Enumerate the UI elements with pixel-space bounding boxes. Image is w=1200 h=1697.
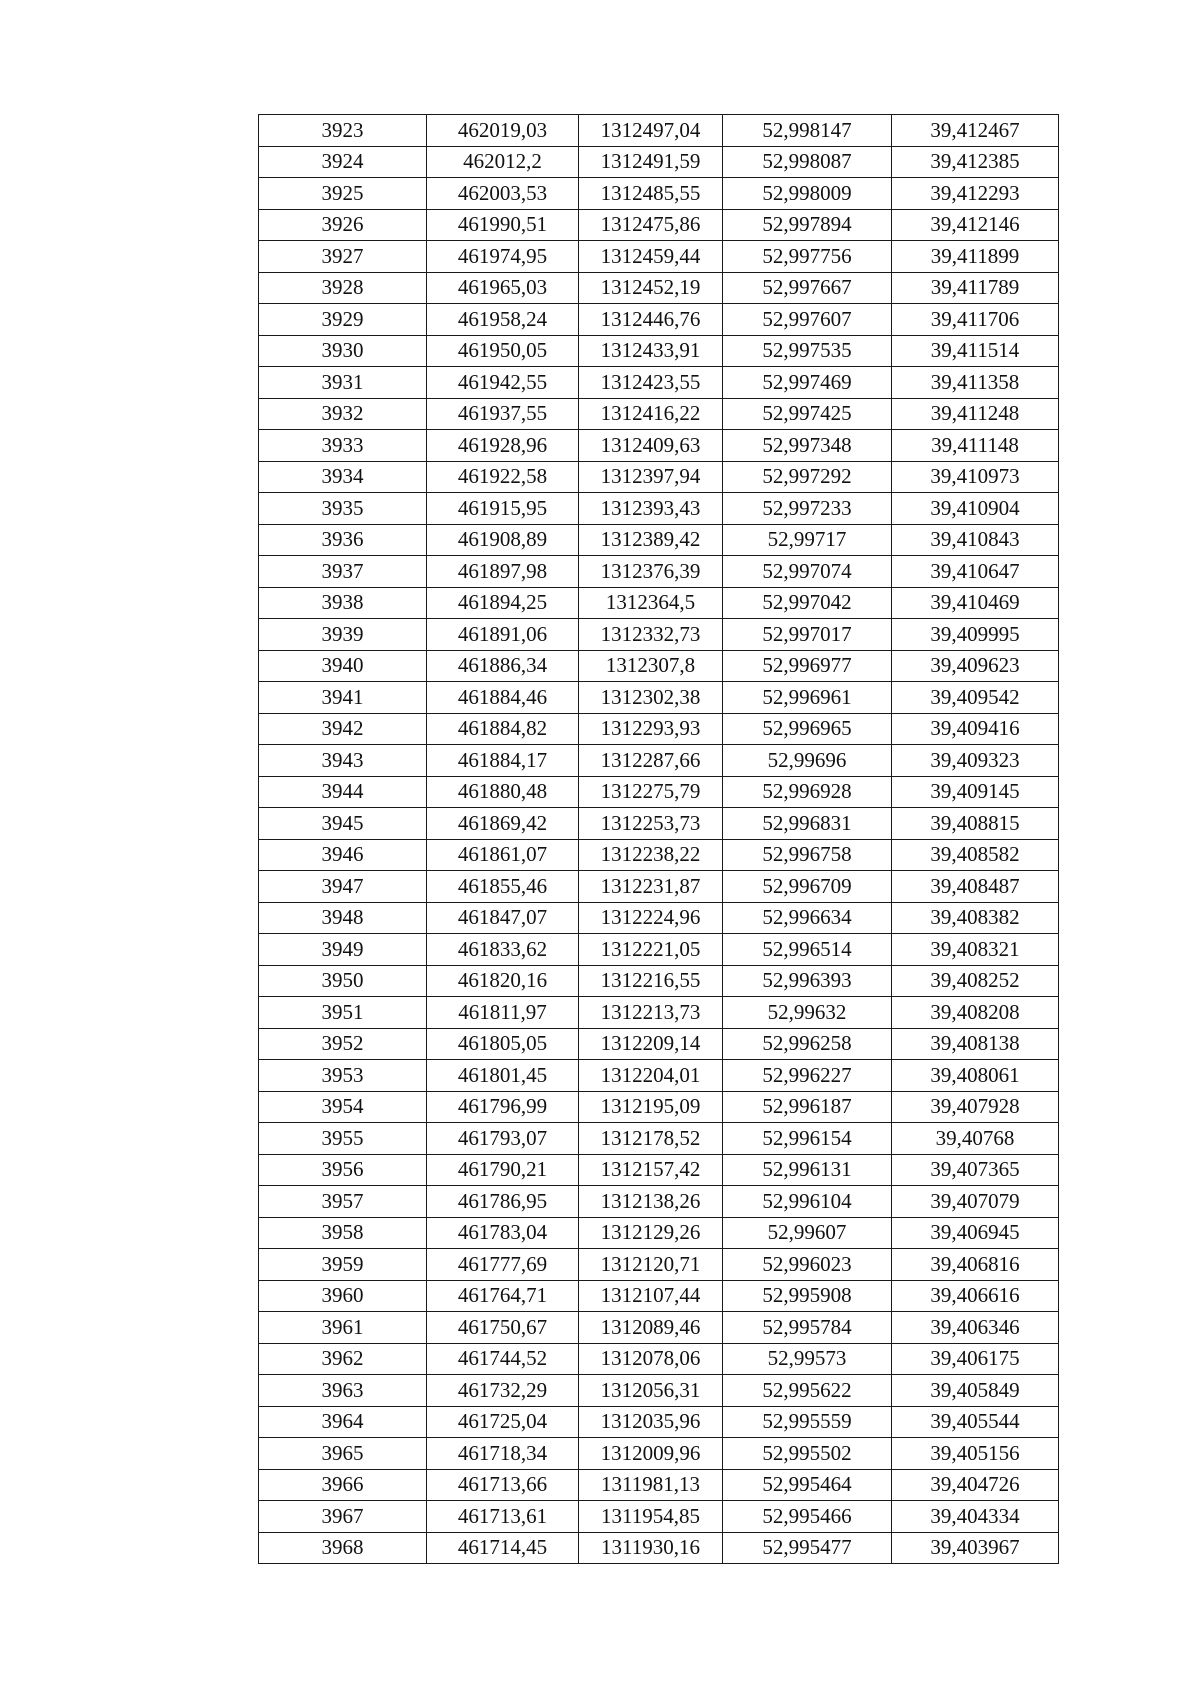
x-coordinate-cell: 461783,04 — [427, 1217, 579, 1249]
longitude-cell: 39,411358 — [892, 367, 1059, 399]
longitude-cell: 39,403967 — [892, 1532, 1059, 1564]
longitude-cell: 39,405544 — [892, 1406, 1059, 1438]
y-coordinate-cell: 1312224,96 — [579, 902, 723, 934]
table-row — [259, 241, 1059, 273]
x-coordinate-cell: 461928,96 — [427, 430, 579, 462]
table-row — [259, 1343, 1059, 1375]
latitude-cell: 52,996104 — [723, 1186, 892, 1218]
longitude-cell: 39,409416 — [892, 713, 1059, 745]
latitude-cell: 52,996154 — [723, 1123, 892, 1155]
y-coordinate-cell: 1312213,73 — [579, 997, 723, 1029]
y-coordinate-cell: 1312409,63 — [579, 430, 723, 462]
longitude-cell: 39,405156 — [892, 1438, 1059, 1470]
longitude-cell: 39,411148 — [892, 430, 1059, 462]
longitude-cell: 39,411706 — [892, 304, 1059, 336]
table-row — [259, 430, 1059, 462]
longitude-cell: 39,412293 — [892, 178, 1059, 210]
x-coordinate-cell: 461718,34 — [427, 1438, 579, 1470]
point-number-cell: 3949 — [259, 934, 427, 966]
point-number-cell: 3925 — [259, 178, 427, 210]
latitude-cell: 52,99717 — [723, 524, 892, 556]
point-number-cell: 3924 — [259, 146, 427, 178]
longitude-cell: 39,410904 — [892, 493, 1059, 525]
x-coordinate-cell: 461725,04 — [427, 1406, 579, 1438]
point-number-cell: 3953 — [259, 1060, 427, 1092]
table-row — [259, 335, 1059, 367]
point-number-cell: 3964 — [259, 1406, 427, 1438]
latitude-cell: 52,99632 — [723, 997, 892, 1029]
latitude-cell: 52,996965 — [723, 713, 892, 745]
x-coordinate-cell: 461714,45 — [427, 1532, 579, 1564]
latitude-cell: 52,996131 — [723, 1154, 892, 1186]
point-number-cell: 3954 — [259, 1091, 427, 1123]
table-row — [259, 1532, 1059, 1564]
point-number-cell: 3957 — [259, 1186, 427, 1218]
y-coordinate-cell: 1312056,31 — [579, 1375, 723, 1407]
x-coordinate-cell: 461915,95 — [427, 493, 579, 525]
table-row — [259, 1123, 1059, 1155]
latitude-cell: 52,997756 — [723, 241, 892, 273]
latitude-cell: 52,998087 — [723, 146, 892, 178]
latitude-cell: 52,997667 — [723, 272, 892, 304]
x-coordinate-cell: 461811,97 — [427, 997, 579, 1029]
y-coordinate-cell: 1312393,43 — [579, 493, 723, 525]
y-coordinate-cell: 1312332,73 — [579, 619, 723, 651]
longitude-cell: 39,408208 — [892, 997, 1059, 1029]
y-coordinate-cell: 1312238,22 — [579, 839, 723, 871]
latitude-cell: 52,997233 — [723, 493, 892, 525]
x-coordinate-cell: 461880,48 — [427, 776, 579, 808]
x-coordinate-cell: 461820,16 — [427, 965, 579, 997]
latitude-cell: 52,997469 — [723, 367, 892, 399]
point-number-cell: 3968 — [259, 1532, 427, 1564]
x-coordinate-cell: 461786,95 — [427, 1186, 579, 1218]
point-number-cell: 3958 — [259, 1217, 427, 1249]
table-row — [259, 713, 1059, 745]
y-coordinate-cell: 1312138,26 — [579, 1186, 723, 1218]
longitude-cell: 39,408582 — [892, 839, 1059, 871]
table-row — [259, 209, 1059, 241]
point-number-cell: 3960 — [259, 1280, 427, 1312]
table-row — [259, 776, 1059, 808]
y-coordinate-cell: 1312275,79 — [579, 776, 723, 808]
y-coordinate-cell: 1312475,86 — [579, 209, 723, 241]
table-row — [259, 367, 1059, 399]
latitude-cell: 52,996258 — [723, 1028, 892, 1060]
y-coordinate-cell: 1312302,38 — [579, 682, 723, 714]
latitude-cell: 52,995908 — [723, 1280, 892, 1312]
latitude-cell: 52,99573 — [723, 1343, 892, 1375]
x-coordinate-cell: 461958,24 — [427, 304, 579, 336]
x-coordinate-cell: 461764,71 — [427, 1280, 579, 1312]
y-coordinate-cell: 1312107,44 — [579, 1280, 723, 1312]
point-number-cell: 3923 — [259, 115, 427, 147]
x-coordinate-cell: 461897,98 — [427, 556, 579, 588]
latitude-cell: 52,997425 — [723, 398, 892, 430]
longitude-cell: 39,408321 — [892, 934, 1059, 966]
longitude-cell: 39,412146 — [892, 209, 1059, 241]
latitude-cell: 52,997607 — [723, 304, 892, 336]
coordinates-table-body — [259, 115, 1059, 1564]
table-row — [259, 839, 1059, 871]
latitude-cell: 52,995502 — [723, 1438, 892, 1470]
longitude-cell: 39,408138 — [892, 1028, 1059, 1060]
longitude-cell: 39,409623 — [892, 650, 1059, 682]
latitude-cell: 52,99607 — [723, 1217, 892, 1249]
y-coordinate-cell: 1312452,19 — [579, 272, 723, 304]
point-number-cell: 3930 — [259, 335, 427, 367]
y-coordinate-cell: 1312485,55 — [579, 178, 723, 210]
longitude-cell: 39,407079 — [892, 1186, 1059, 1218]
longitude-cell: 39,411789 — [892, 272, 1059, 304]
point-number-cell: 3937 — [259, 556, 427, 588]
table-row — [259, 524, 1059, 556]
table-row — [259, 272, 1059, 304]
y-coordinate-cell: 1312221,05 — [579, 934, 723, 966]
point-number-cell: 3959 — [259, 1249, 427, 1281]
latitude-cell: 52,996187 — [723, 1091, 892, 1123]
latitude-cell: 52,997042 — [723, 587, 892, 619]
table-row — [259, 587, 1059, 619]
longitude-cell: 39,410647 — [892, 556, 1059, 588]
longitude-cell: 39,406816 — [892, 1249, 1059, 1281]
latitude-cell: 52,997074 — [723, 556, 892, 588]
longitude-cell: 39,410843 — [892, 524, 1059, 556]
latitude-cell: 52,997348 — [723, 430, 892, 462]
table-row — [259, 1186, 1059, 1218]
point-number-cell: 3928 — [259, 272, 427, 304]
longitude-cell: 39,405849 — [892, 1375, 1059, 1407]
longitude-cell: 39,411899 — [892, 241, 1059, 273]
y-coordinate-cell: 1311930,16 — [579, 1532, 723, 1564]
table-row — [259, 115, 1059, 147]
x-coordinate-cell: 461950,05 — [427, 335, 579, 367]
longitude-cell: 39,408252 — [892, 965, 1059, 997]
point-number-cell: 3939 — [259, 619, 427, 651]
point-number-cell: 3940 — [259, 650, 427, 682]
x-coordinate-cell: 461796,99 — [427, 1091, 579, 1123]
y-coordinate-cell: 1312293,93 — [579, 713, 723, 745]
y-coordinate-cell: 1312204,01 — [579, 1060, 723, 1092]
point-number-cell: 3933 — [259, 430, 427, 462]
x-coordinate-cell: 461805,05 — [427, 1028, 579, 1060]
x-coordinate-cell: 461937,55 — [427, 398, 579, 430]
x-coordinate-cell: 461894,25 — [427, 587, 579, 619]
latitude-cell: 52,995466 — [723, 1501, 892, 1533]
latitude-cell: 52,997535 — [723, 335, 892, 367]
y-coordinate-cell: 1312433,91 — [579, 335, 723, 367]
x-coordinate-cell: 462003,53 — [427, 178, 579, 210]
point-number-cell: 3962 — [259, 1343, 427, 1375]
table-row — [259, 493, 1059, 525]
latitude-cell: 52,99696 — [723, 745, 892, 777]
latitude-cell: 52,996709 — [723, 871, 892, 903]
point-number-cell: 3946 — [259, 839, 427, 871]
table-row — [259, 997, 1059, 1029]
y-coordinate-cell: 1312253,73 — [579, 808, 723, 840]
point-number-cell: 3963 — [259, 1375, 427, 1407]
y-coordinate-cell: 1312231,87 — [579, 871, 723, 903]
y-coordinate-cell: 1312459,44 — [579, 241, 723, 273]
y-coordinate-cell: 1312307,8 — [579, 650, 723, 682]
coordinates-table — [258, 114, 1059, 1564]
y-coordinate-cell: 1312209,14 — [579, 1028, 723, 1060]
latitude-cell: 52,996514 — [723, 934, 892, 966]
longitude-cell: 39,40768 — [892, 1123, 1059, 1155]
point-number-cell: 3929 — [259, 304, 427, 336]
y-coordinate-cell: 1312009,96 — [579, 1438, 723, 1470]
latitude-cell: 52,996634 — [723, 902, 892, 934]
longitude-cell: 39,408815 — [892, 808, 1059, 840]
x-coordinate-cell: 461790,21 — [427, 1154, 579, 1186]
longitude-cell: 39,412467 — [892, 115, 1059, 147]
x-coordinate-cell: 461884,46 — [427, 682, 579, 714]
point-number-cell: 3952 — [259, 1028, 427, 1060]
x-coordinate-cell: 461922,58 — [427, 461, 579, 493]
table-row — [259, 1280, 1059, 1312]
y-coordinate-cell: 1312178,52 — [579, 1123, 723, 1155]
longitude-cell: 39,409323 — [892, 745, 1059, 777]
latitude-cell: 52,995559 — [723, 1406, 892, 1438]
table-row — [259, 1406, 1059, 1438]
longitude-cell: 39,404726 — [892, 1469, 1059, 1501]
latitude-cell: 52,996961 — [723, 682, 892, 714]
table-row — [259, 808, 1059, 840]
table-row — [259, 1154, 1059, 1186]
y-coordinate-cell: 1312416,22 — [579, 398, 723, 430]
latitude-cell: 52,996023 — [723, 1249, 892, 1281]
y-coordinate-cell: 1312423,55 — [579, 367, 723, 399]
x-coordinate-cell: 461908,89 — [427, 524, 579, 556]
table-row — [259, 934, 1059, 966]
x-coordinate-cell: 461801,45 — [427, 1060, 579, 1092]
table-row — [259, 1312, 1059, 1344]
latitude-cell: 52,997017 — [723, 619, 892, 651]
x-coordinate-cell: 461990,51 — [427, 209, 579, 241]
point-number-cell: 3948 — [259, 902, 427, 934]
latitude-cell: 52,995784 — [723, 1312, 892, 1344]
table-row — [259, 619, 1059, 651]
point-number-cell: 3943 — [259, 745, 427, 777]
latitude-cell: 52,995622 — [723, 1375, 892, 1407]
y-coordinate-cell: 1312364,5 — [579, 587, 723, 619]
point-number-cell: 3942 — [259, 713, 427, 745]
point-number-cell: 3955 — [259, 1123, 427, 1155]
x-coordinate-cell: 461713,66 — [427, 1469, 579, 1501]
y-coordinate-cell: 1312089,46 — [579, 1312, 723, 1344]
longitude-cell: 39,408382 — [892, 902, 1059, 934]
y-coordinate-cell: 1311954,85 — [579, 1501, 723, 1533]
table-row — [259, 682, 1059, 714]
longitude-cell: 39,407928 — [892, 1091, 1059, 1123]
x-coordinate-cell: 461965,03 — [427, 272, 579, 304]
point-number-cell: 3967 — [259, 1501, 427, 1533]
longitude-cell: 39,404334 — [892, 1501, 1059, 1533]
x-coordinate-cell: 461861,07 — [427, 839, 579, 871]
longitude-cell: 39,406616 — [892, 1280, 1059, 1312]
longitude-cell: 39,409542 — [892, 682, 1059, 714]
latitude-cell: 52,996928 — [723, 776, 892, 808]
table-row — [259, 902, 1059, 934]
point-number-cell: 3938 — [259, 587, 427, 619]
x-coordinate-cell: 461886,34 — [427, 650, 579, 682]
point-number-cell: 3951 — [259, 997, 427, 1029]
x-coordinate-cell: 462019,03 — [427, 115, 579, 147]
table-row — [259, 871, 1059, 903]
x-coordinate-cell: 461891,06 — [427, 619, 579, 651]
x-coordinate-cell: 461833,62 — [427, 934, 579, 966]
y-coordinate-cell: 1312491,59 — [579, 146, 723, 178]
y-coordinate-cell: 1312287,66 — [579, 745, 723, 777]
y-coordinate-cell: 1312129,26 — [579, 1217, 723, 1249]
longitude-cell: 39,408487 — [892, 871, 1059, 903]
latitude-cell: 52,996831 — [723, 808, 892, 840]
table-row — [259, 1501, 1059, 1533]
table-row — [259, 146, 1059, 178]
table-row — [259, 461, 1059, 493]
table-row — [259, 398, 1059, 430]
point-number-cell: 3936 — [259, 524, 427, 556]
x-coordinate-cell: 462012,2 — [427, 146, 579, 178]
x-coordinate-cell: 461732,29 — [427, 1375, 579, 1407]
y-coordinate-cell: 1312446,76 — [579, 304, 723, 336]
table-row — [259, 1028, 1059, 1060]
y-coordinate-cell: 1312389,42 — [579, 524, 723, 556]
latitude-cell: 52,995464 — [723, 1469, 892, 1501]
y-coordinate-cell: 1312497,04 — [579, 115, 723, 147]
y-coordinate-cell: 1312195,09 — [579, 1091, 723, 1123]
y-coordinate-cell: 1312216,55 — [579, 965, 723, 997]
x-coordinate-cell: 461884,82 — [427, 713, 579, 745]
table-row — [259, 1249, 1059, 1281]
latitude-cell: 52,996227 — [723, 1060, 892, 1092]
x-coordinate-cell: 461750,67 — [427, 1312, 579, 1344]
point-number-cell: 3934 — [259, 461, 427, 493]
point-number-cell: 3956 — [259, 1154, 427, 1186]
longitude-cell: 39,406346 — [892, 1312, 1059, 1344]
point-number-cell: 3966 — [259, 1469, 427, 1501]
table-row — [259, 1217, 1059, 1249]
table-row — [259, 1060, 1059, 1092]
longitude-cell: 39,410469 — [892, 587, 1059, 619]
latitude-cell: 52,998147 — [723, 115, 892, 147]
x-coordinate-cell: 461974,95 — [427, 241, 579, 273]
table-row — [259, 1375, 1059, 1407]
table-row — [259, 304, 1059, 336]
point-number-cell: 3932 — [259, 398, 427, 430]
latitude-cell: 52,996977 — [723, 650, 892, 682]
x-coordinate-cell: 461793,07 — [427, 1123, 579, 1155]
longitude-cell: 39,407365 — [892, 1154, 1059, 1186]
longitude-cell: 39,406945 — [892, 1217, 1059, 1249]
x-coordinate-cell: 461713,61 — [427, 1501, 579, 1533]
point-number-cell: 3926 — [259, 209, 427, 241]
point-number-cell: 3945 — [259, 808, 427, 840]
table-row — [259, 1438, 1059, 1470]
point-number-cell: 3944 — [259, 776, 427, 808]
latitude-cell: 52,998009 — [723, 178, 892, 210]
longitude-cell: 39,409995 — [892, 619, 1059, 651]
longitude-cell: 39,410973 — [892, 461, 1059, 493]
point-number-cell: 3965 — [259, 1438, 427, 1470]
latitude-cell: 52,997894 — [723, 209, 892, 241]
point-number-cell: 3941 — [259, 682, 427, 714]
y-coordinate-cell: 1312120,71 — [579, 1249, 723, 1281]
table-row — [259, 178, 1059, 210]
latitude-cell: 52,996758 — [723, 839, 892, 871]
x-coordinate-cell: 461744,52 — [427, 1343, 579, 1375]
table-row — [259, 1469, 1059, 1501]
table-row — [259, 556, 1059, 588]
x-coordinate-cell: 461847,07 — [427, 902, 579, 934]
longitude-cell: 39,406175 — [892, 1343, 1059, 1375]
longitude-cell: 39,408061 — [892, 1060, 1059, 1092]
table-row — [259, 745, 1059, 777]
longitude-cell: 39,412385 — [892, 146, 1059, 178]
y-coordinate-cell: 1312397,94 — [579, 461, 723, 493]
point-number-cell: 3947 — [259, 871, 427, 903]
longitude-cell: 39,411248 — [892, 398, 1059, 430]
point-number-cell: 3961 — [259, 1312, 427, 1344]
x-coordinate-cell: 461884,17 — [427, 745, 579, 777]
table-row — [259, 650, 1059, 682]
x-coordinate-cell: 461855,46 — [427, 871, 579, 903]
longitude-cell: 39,409145 — [892, 776, 1059, 808]
x-coordinate-cell: 461777,69 — [427, 1249, 579, 1281]
table-row — [259, 1091, 1059, 1123]
x-coordinate-cell: 461942,55 — [427, 367, 579, 399]
latitude-cell: 52,996393 — [723, 965, 892, 997]
latitude-cell: 52,997292 — [723, 461, 892, 493]
latitude-cell: 52,995477 — [723, 1532, 892, 1564]
table-row — [259, 965, 1059, 997]
y-coordinate-cell: 1312157,42 — [579, 1154, 723, 1186]
point-number-cell: 3950 — [259, 965, 427, 997]
y-coordinate-cell: 1312035,96 — [579, 1406, 723, 1438]
longitude-cell: 39,411514 — [892, 335, 1059, 367]
x-coordinate-cell: 461869,42 — [427, 808, 579, 840]
point-number-cell: 3931 — [259, 367, 427, 399]
y-coordinate-cell: 1311981,13 — [579, 1469, 723, 1501]
y-coordinate-cell: 1312376,39 — [579, 556, 723, 588]
y-coordinate-cell: 1312078,06 — [579, 1343, 723, 1375]
point-number-cell: 3927 — [259, 241, 427, 273]
point-number-cell: 3935 — [259, 493, 427, 525]
